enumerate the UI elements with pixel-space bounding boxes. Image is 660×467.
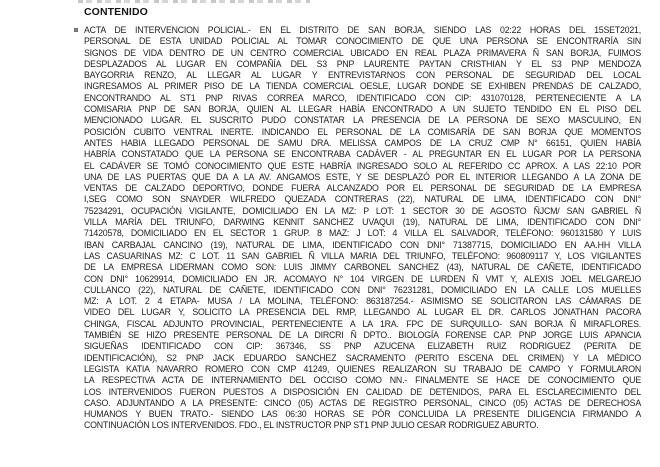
acta-intervencion-entry [84,25,641,432]
text-line: LAS CASUARINAS MZ: C LOT. 11 SAN GABRIEL Ñ VILLA MARIA DEL TRIUNFO, TELÉFONO: 960809117 Y, LOS VIGILANTES [84,250,641,261]
text-line: ENCONTRANDO AL ST1 PNP RIVAS CORREA MARCO, IDENTIFICADO CON CIP: 431070128, PERTENECIENTE A LA [84,92,641,103]
text-line: CON DNI° 10629914, DOMICILIADO EN JR. ACOMAYO N° 104 VIRGEN DE LURDEN Ñ VMT Y, ALEXIS JOEL MELGAREJO [84,273,641,284]
text-line: INGRESAMOS AL PRIMER PISO DE LA TIENDA COMERCIAL OESLE, LUGAR DONDE SE EXHIBEN PRENDAS DE CALZADO, [84,81,641,92]
text-line: 71420578, DOMICILIADO EN EL SECTOR 1 GRUP. 8 MAZ: J LOT: 4 VILLA EL SALVADOR, TELÉFONO: 960131580 Y LUIS [84,228,641,239]
text-line: MENCIONADO LUGAR. EL SUSCRITO PUDO CONSTATAR LA PRESENCIA DE LA PERSONA DE SEXO MASCULINO, EN [84,115,641,126]
text-line: CASO. ADJUNTANDO A LA PRESENTE: CINCO (05) ACTAS DE REGISTRO PERSONAL, CINCO (05) ACTAS DE DERECHOSA [84,397,641,408]
text-line: LOS INTERVENIDOS FUERON PUESTOS A DISPOSICIÓN EN CALIDAD DE DETENIDOS, PARA EL ESCLARECIMIENTO DEL [84,386,641,397]
text-line: I,SEG COMO SON SNAYDER WILFREDO QUEZADA CONTRERAS (22), NATURAL DE LIMA, IDENTIFICADO CON DNI° [84,194,641,205]
text-line: POSICIÓN CUBITO VENTRAL INERTE. INDICANDO EL PERSONAL DE LA COMISARÍA DE SAN BORJA QUE MOMENTOS [84,126,641,137]
text-line: ACTA DE INTERVENCION POLICIAL.- EN EL DISTRITO DE SAN BORJA, SIENDO LAS 02:22 HORAS DEL 15SET2021, [84,25,641,35]
text-line: DESPLAZADOS AL LUGAR EN COMPAÑÍA DEL S3 PNP LAURENTE PAYTAN CRISTHIAN Y EL S3 PNP MENDOZA [84,58,641,69]
text-line: ANTES HABIA LLEGADO PERSONAL DE SAMU DRA. MELISSA CAMPOS DE LA CRUZ CMP N° 66151, QUIEN HABÍA [84,137,641,148]
text-line: VIDEO DEL LUGAR Y, SOLICITO LA PRESENCIA DEL RMP, LLEGANDO AL LUGAR EL DR. CARLOS JONATHAN PACORA [84,307,641,318]
text-line: TAMBIÉN SE HIZO PRESENTE PERSONAL DE LA DIRCRI Ñ DPTO.. BIOLOGÍA FORENSE CAP. PNP JORGE LUIS APANCIA [84,330,641,341]
clipped-previous-line [78,0,310,3]
square-bullet-icon [74,28,78,32]
text-line: EL CADÁVER SE TOMÓ CONOCIMIENTO QUE ESTE HABRÍA INGRESADO SOLO AL REFERIDO CC APROX. A LAS 22:10 POR [84,160,641,171]
text-line: VILLA MARÍA DEL TRIUNFO, DARWING KENNIT SANCHEZ UVAQUI (19), NATURAL DE LIMA, IDENTIFICADO CON DNI° [84,217,641,228]
text-line: IBAN CARBAJAL CANCINO (19), NATURAL DE LIMA, IDENTIFICADO CON DNI° 71387715, DOMICILIADO EN AA.HH VILLA [84,239,641,250]
text-line: SIGUEÑAS IDENTIFICADO CON CIP: 367346, SS PNP AZUCENA ELIZABETH RUIZ RODRIGUEZ (PERITA DE [84,341,641,352]
text-line: SIGNOS DE VIDA DENTRO DE UN CENTRO COMERCIAL UBICADO EN REAL PLAZA PRIMAVERA Ñ SAN BORJA, FUIMOS [84,47,641,58]
text-line: HUMANOS Y BUEN TRATO.- SIENDO LAS 06:30 HORAS SE PÓR CONCLUIDA LA PRESENTE DILIGENCIA FIRMANDO A [84,409,641,420]
text-line: CONTINUACIÓN LOS INTERVENIDOS. FDO., EL INSTRUCTOR PNP ST1 PNP JULIO CESAR RODRIGUEZ ABURTO. [84,420,539,431]
text-line: LA RESPECTIVA ACTA DE INTERNAMIENTO DEL OCCISO COMO NN.- FINALMENTE SE HACE DE CONOCIMIENTO QUE [84,375,641,386]
text-line: CULLANCO (22), NATURAL DE CAÑETE, IDENTIFICADO CON DNI° 76231281, DOMICILIADO EN LA CALLE LOS MUELLES [84,284,641,295]
text-line: BAYGORRIA RENZO, AL LLEGAR AL LUGAR Y ENTREVISTARNOS CON PERSONAL DE SEGURIDAD DEL LOCAL [84,70,641,81]
text-line: CHINGA, FISCAL ADJUNTO PROVINCIAL, PERTENECIENTE A LA 1RA. FPC DE SURQUILLO- SAN BORJA Ñ MIRAFLORES. [84,318,641,329]
text-line: PERSONAL DE ESTA UNIDAD POLICIAL AL TOMAR CONOCIMIENTO DE QUE UNA PERSONA SE ENCONTRARÍA SIN [84,36,641,47]
text-line: VENTAS DE CALZADO DEPORTIVO, DONDE FUERA ALCANZADO POR EL PERSONAL DE SEGURIDAD DE LA EMPRESA [84,183,641,194]
text-line: MZ: A LOT. 2 4 ETAPA- MUSA / LA MOLINA, TELÉFONO: 863187254.- ASIMISMO SE SOLICITARON LAS CÁMARAS DE [84,296,641,307]
text-line: COMISARIA PNP DE SAN BORJA, QUIEN AL LLEGAR HABÍA ENCONTRADO A UN SUJETO TENDIDO EN EL PISO DEL [84,104,641,115]
text-line: 75234291, OCUPACIÓN VIGILANTE, DOMICILIADO EN LA MZ: P LOT: 1 SECTOR 30 DE AGOSTO ÑJCM/ SAN GABRIEL Ñ [84,205,641,216]
section-title: CONTENIDO [84,6,148,18]
text-line: IDENTIFICACIÓN), S2 PNP JACK EDUARDO SANCHEZ SACRAMENTO (PERITO ESCENA DEL CRIMEN) Y LA MÉDICO [84,352,641,363]
text-line: UNA DE LAS PUERTAS QUE DA A LA AV. ANGAMOS ESTE, Y SE DESPLAZÓ POR EL INTERIOR LLEGANDO A LA ZONA DE [84,171,641,182]
entry-text-block [84,25,641,432]
text-line: LEGISTA KATIA NAVARRO ROMERO CON CMP 41249, QUIENES REALIZARON SU TRABAJO DE CAMPO Y FORMULARON [84,363,641,374]
text-line: HABRÍA CONSTATADO QUE LA PERSONA SE ENCONTRABA CADÁVER - AL PREGUNTAR EN EL LUGAR POR LA PERSONA [84,149,641,160]
text-line: DE LA EMPRESA LIDERMAN COMO SON: LUIS JIMMY CARBONEL SANCHEZ (43), NATURAL DE CAÑETE, IDENTIFICADO [84,262,641,273]
